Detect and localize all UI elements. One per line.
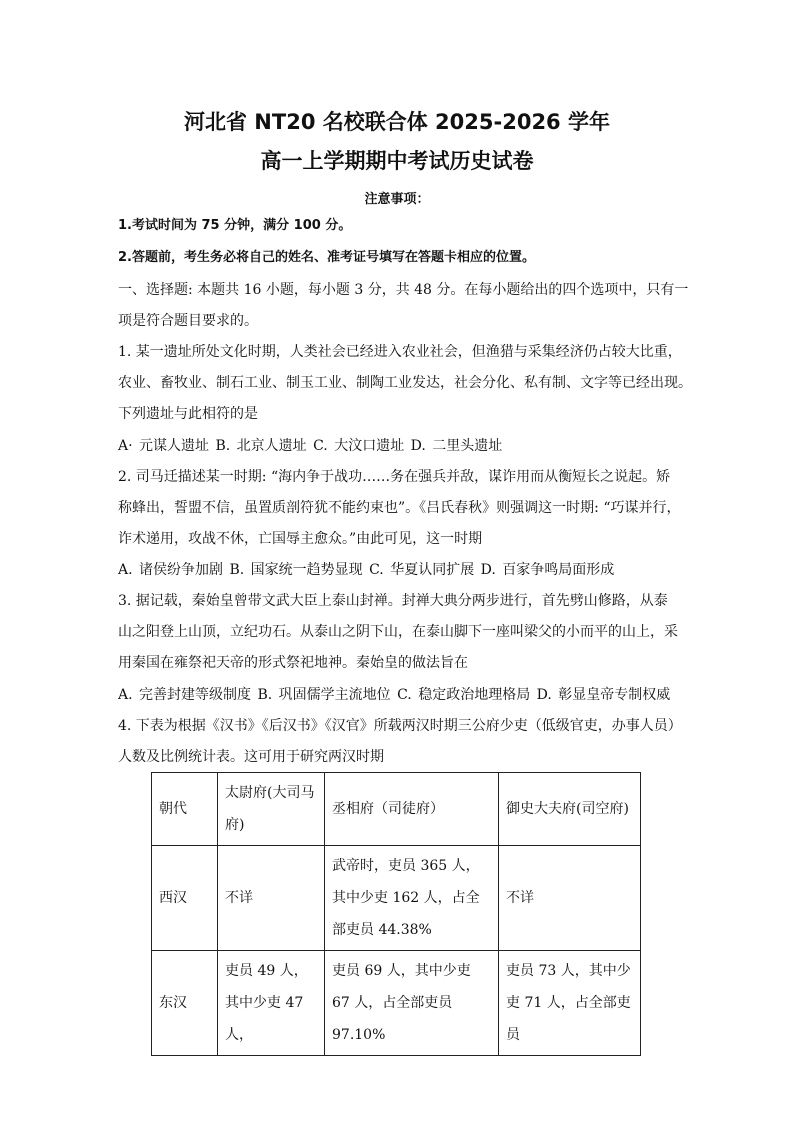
exam-title-line1: 河北省 NT20 名校联合体 2025-2026 学年 <box>184 110 610 134</box>
table-cell: 东汉 <box>152 951 218 1056</box>
note-2: 2.答题前，考生务必将自己的姓名、准考证号填写在答题卡相应的位置。 <box>118 250 535 265</box>
section-instruction-line: 项是符合题目要求的。 <box>118 313 258 329</box>
question-3-line: 山之阳登上山顶，立纪功石。从泰山之阴下山，在泰山脚下一座叫梁父的小而平的山上，采 <box>118 624 678 640</box>
table-header-cell: 太尉府(大司马府) <box>218 773 325 846</box>
question-3-line: 3. 据记载，秦始皇曾带文武大臣上泰山封禅。封禅大典分两步进行，首先劈山修路，从泰 <box>118 593 668 609</box>
table-cell: 武帝时，吏员 365 人，其中少吏 162 人，占全部吏员 44.38% <box>325 846 499 951</box>
question-2-line: 称蜂出，誓盟不信，虽置质剖符犹不能约束也”。《吕氏春秋》则强调这一时期: “巧谋并行， <box>118 500 681 516</box>
table-header-cell: 朝代 <box>152 773 218 846</box>
question-3-options: A. 完善封建等级制度 B. 巩固儒学主流地位 C. 稳定政治地理格局 D. 彰显皇帝专制权威 <box>118 687 671 703</box>
question-2-options: A. 诸侯纷争加剧 B. 国家统一趋势显现 C. 华夏认同扩展 D. 百家争鸣局面形成 <box>118 562 615 578</box>
question-1-line: 农业、畜牧业、制石工业、制玉工业、制陶工业发达，社会分化、私有制、文字等已经出现。 <box>118 375 692 391</box>
question-2-line: 2. 司马迁描述某一时期: “海内争于战功……务在强兵并敌，谋诈用而从衡短长之说起。矫 <box>118 469 671 485</box>
question-1-line: 下列遗址与此相符的是 <box>118 406 258 422</box>
section-instruction-line: 一、选择题: 本题共 16 小题，每小题 3 分，共 48 分。在每小题给出的四个选项中，只有一 <box>118 282 689 298</box>
question-1-options: A· 元谋人遗址 B. 北京人遗址 C. 大汶口遗址 D. 二里头遗址 <box>118 438 503 454</box>
table-cell: 吏员 69 人，其中少吏 67 人，占全部吏员 97.10% <box>325 951 499 1056</box>
table-cell: 吏员 73 人，其中少吏 71 人，占全部吏员 <box>499 951 641 1056</box>
table-header-cell: 丞相府（司徒府） <box>325 773 499 846</box>
table-header-cell: 御史大夫府(司空府) <box>499 773 641 846</box>
table-cell: 西汉 <box>152 846 218 951</box>
table-cell: 吏员 49 人，其中少吏 47 人， <box>218 951 325 1056</box>
notice-heading: 注意事项： <box>364 192 430 207</box>
table-cell: 不详 <box>218 846 325 951</box>
exam-title-line2: 高一上学期期中考试历史试卷 <box>260 149 534 173</box>
question-1-line: 1. 某一遗址所处文化时期，人类社会已经进入农业社会，但渔猎与采集经济仍占较大比重， <box>118 344 682 360</box>
table-cell: 不详 <box>499 846 641 951</box>
table-header-row <box>152 773 641 846</box>
question-4-line: 人数及比例统计表。这可用于研究两汉时期 <box>118 749 384 765</box>
question-4-line: 4. 下表为根据《汉书》《后汉书》《汉官》所载两汉时期三公府少吏（低级官吏，办事人员） <box>118 718 682 734</box>
note-1: 1.考试时间为 75 分钟，满分 100 分。 <box>118 218 352 233</box>
question-2-line: 诈术递用，攻战不休，亡国辱主愈众。”由此可见，这一时期 <box>118 531 483 547</box>
table-row <box>152 951 641 1056</box>
table-row <box>152 846 641 951</box>
question-3-line: 用秦国在雍祭祀天帝的形式祭祀地神。秦始皇的做法旨在 <box>118 655 468 671</box>
statistics-table <box>151 772 641 1056</box>
